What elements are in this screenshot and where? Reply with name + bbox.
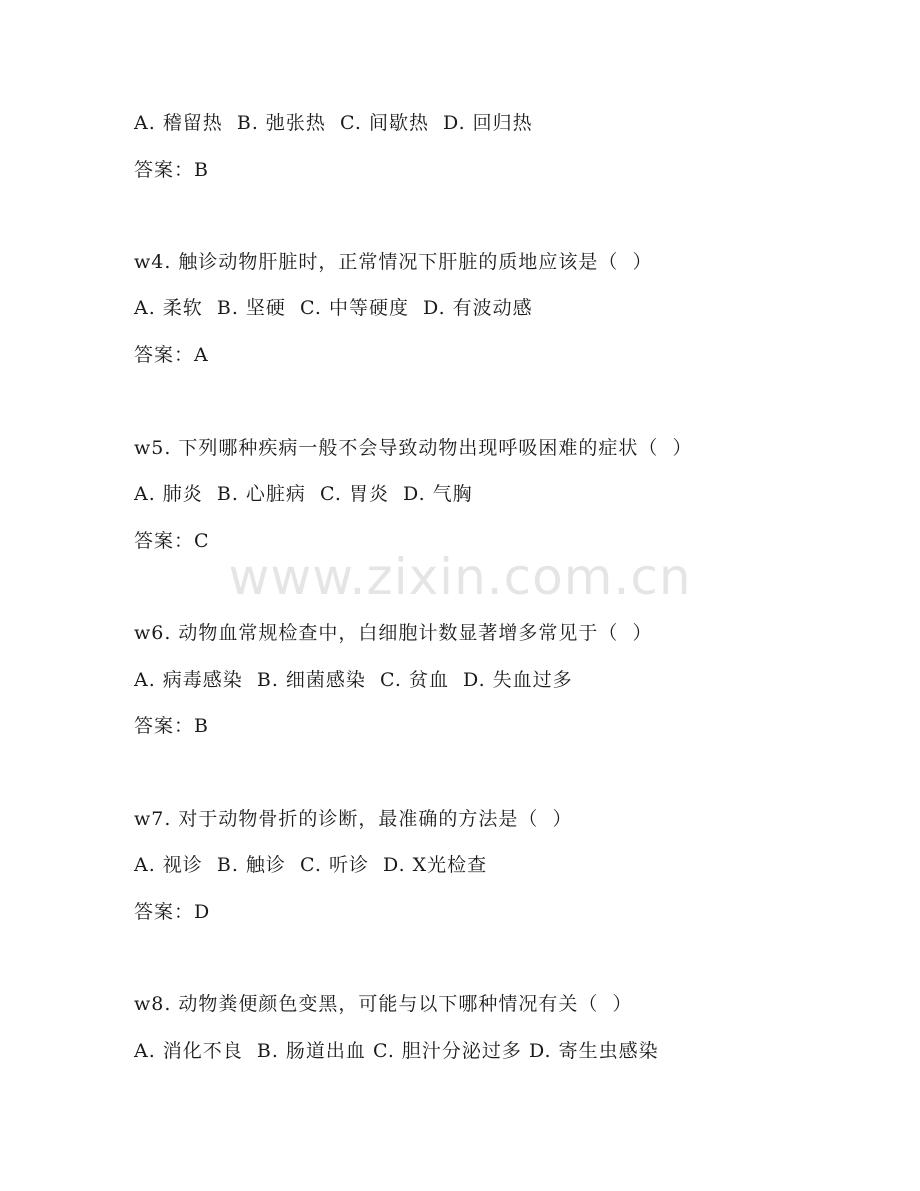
q4-question: w4. 触诊动物肝脏时，正常情况下肝脏的质地应该是（ ） [134, 251, 653, 273]
q5-options: A. 肺炎 B. 心脏病 C. 胃炎 D. 气胸 [134, 483, 473, 505]
q3-answer: 答案：B [134, 159, 209, 181]
q7-answer: 答案：D [134, 901, 211, 923]
q8-question: w8. 动物粪便颜色变黑，可能与以下哪种情况有关（ ） [134, 993, 633, 1015]
q7-question: w7. 对于动物骨折的诊断，最准确的方法是（ ） [134, 808, 573, 830]
q4-answer: 答案：A [134, 344, 209, 366]
q8-options: A. 消化不良 B. 肠道出血 C. 胆汁分泌过多 D. 寄生虫感染 [134, 1040, 659, 1062]
watermark: www.zixin.com.cn [228, 548, 692, 606]
q5-answer: 答案：C [134, 530, 210, 552]
q5-question: w5. 下列哪种疾病一般不会导致动物出现呼吸困难的症状（ ） [134, 437, 693, 459]
q6-question: w6. 动物血常规检查中，白细胞计数显著增多常见于（ ） [134, 622, 653, 644]
q6-options: A. 病毒感染 B. 细菌感染 C. 贫血 D. 失血过多 [134, 669, 573, 691]
q4-options: A. 柔软 B. 坚硬 C. 中等硬度 D. 有波动感 [134, 297, 533, 319]
q6-answer: 答案：B [134, 715, 209, 737]
q3-options: A. 稽留热 B. 弛张热 C. 间歇热 D. 回归热 [134, 112, 533, 134]
q7-options: A. 视诊 B. 触诊 C. 听诊 D. X光检查 [134, 854, 488, 876]
